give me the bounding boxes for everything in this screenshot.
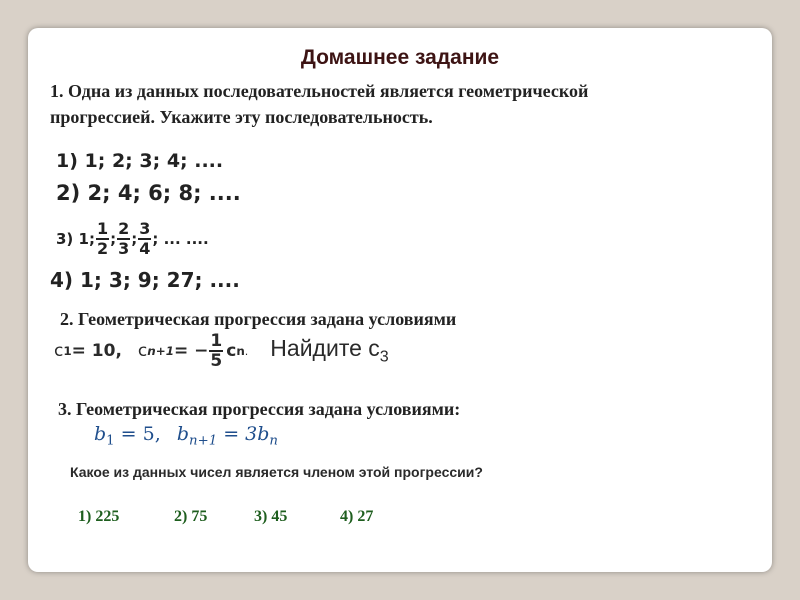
answer-2: 2) 75 bbox=[174, 508, 208, 525]
task1-option-1: 1) 1; 2; 3; 4; .... bbox=[56, 150, 224, 172]
bn1-subscript: n+1 bbox=[189, 433, 218, 449]
c1-subscript: 1 bbox=[63, 344, 72, 358]
answer-1: 1) 225 bbox=[78, 508, 120, 525]
c1-label: c bbox=[54, 341, 64, 361]
task2-fraction bbox=[209, 332, 223, 370]
fraction-numerator: 2 bbox=[118, 219, 130, 238]
task3-conditions bbox=[94, 423, 278, 449]
cn1-label: c bbox=[137, 341, 148, 361]
fraction-numerator: 3 bbox=[139, 219, 151, 238]
b1-subscript: 1 bbox=[106, 433, 115, 449]
find-text: Найдите c bbox=[270, 335, 380, 362]
task3-question: Какое из данных чисел является членом этой прогрессии? bbox=[70, 464, 483, 480]
answer-4: 4) 27 bbox=[340, 508, 374, 525]
bn-subscript: n bbox=[269, 433, 278, 449]
cn1-equals: = − bbox=[173, 341, 209, 361]
task1-text-line2: прогрессией. Укажите эту последовательность. bbox=[50, 107, 433, 127]
task3-text: 3. Геометрическая прогрессия задана условиями: bbox=[58, 399, 461, 419]
task1-option-3 bbox=[56, 214, 209, 264]
b1-value: = 5, bbox=[114, 423, 161, 445]
cn-dot: . bbox=[244, 344, 249, 358]
bn1-value: = 3b bbox=[217, 423, 270, 445]
fraction-denominator: 2 bbox=[96, 239, 109, 258]
b1-label: b bbox=[94, 423, 107, 445]
task1-text-line1: 1. Одна из данных последовательностей является геометрической bbox=[50, 81, 589, 101]
option3-separator: ; bbox=[110, 230, 117, 248]
option3-fraction-1 bbox=[96, 220, 109, 258]
c1-value: = 10, bbox=[71, 341, 122, 361]
cn-label: c bbox=[226, 341, 237, 361]
bn1-label: b bbox=[176, 423, 189, 445]
fraction-denominator: 5 bbox=[210, 351, 223, 371]
option3-fraction-3 bbox=[138, 220, 151, 258]
task1-option-4: 4) 1; 3; 9; 27; .... bbox=[50, 268, 240, 292]
find-c3-text bbox=[270, 335, 388, 367]
task1-option-2: 2) 2; 4; 6; 8; .... bbox=[56, 181, 241, 205]
cn1-subscript: n+1 bbox=[147, 344, 174, 358]
fraction-numerator: 1 bbox=[210, 331, 223, 351]
find-subscript: 3 bbox=[379, 347, 389, 366]
option3-fraction-2 bbox=[117, 220, 130, 258]
option3-suffix: ; ... .... bbox=[152, 230, 209, 248]
fraction-denominator: 3 bbox=[118, 239, 130, 258]
slide bbox=[28, 28, 772, 572]
answer-3: 3) 45 bbox=[254, 508, 288, 525]
option3-prefix: 3) 1; bbox=[56, 230, 95, 248]
slide-title: Домашнее задание bbox=[300, 46, 500, 69]
task2-text: 2. Геометрическая прогрессия задана условиями bbox=[60, 309, 457, 329]
task2-conditions bbox=[54, 328, 389, 374]
fraction-denominator: 4 bbox=[139, 239, 151, 258]
cn-subscript: n bbox=[236, 344, 245, 358]
option3-separator: ; bbox=[131, 230, 138, 248]
fraction-numerator: 1 bbox=[96, 219, 109, 238]
